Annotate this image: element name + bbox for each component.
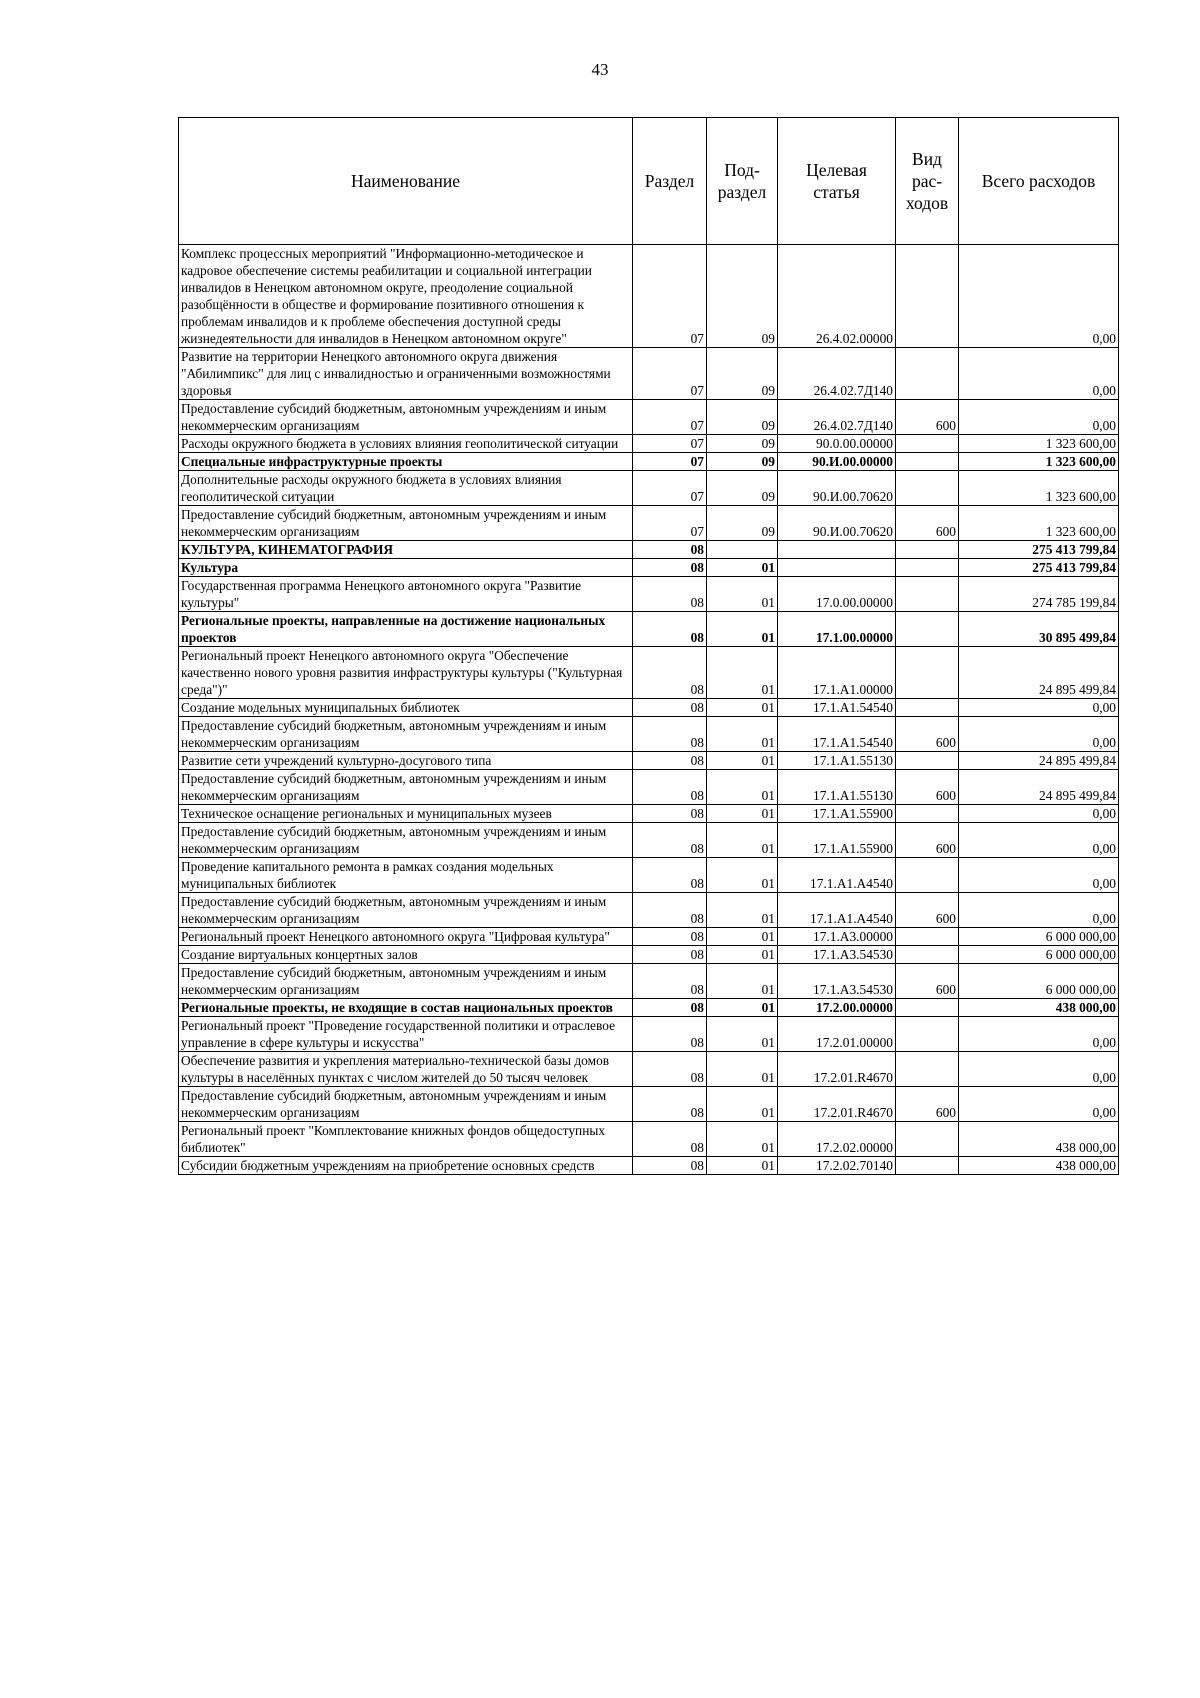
row-celevaya-cell [778, 541, 896, 559]
row-celevaya-cell: 90.И.00.70620 [778, 471, 896, 506]
row-name-cell: Региональный проект "Комплектование книжных фондов общедоступных библиотек" [179, 1122, 633, 1157]
row-podrazdel-cell: 01 [707, 946, 778, 964]
row-name-cell: Развитие на территории Ненецкого автономного округа движения "Абилимпикс" для лиц с инвалидностью и ограниченными возможностями здоровья [179, 348, 633, 400]
row-razdel-cell: 08 [633, 647, 707, 699]
row-total-cell: 24 895 499,84 [959, 752, 1119, 770]
table-row [179, 946, 1119, 964]
row-total-cell: 1 323 600,00 [959, 453, 1119, 471]
row-podrazdel-cell: 01 [707, 559, 778, 577]
row-celevaya-cell: 17.2.02.00000 [778, 1122, 896, 1157]
table-row [179, 471, 1119, 506]
row-podrazdel-cell: 01 [707, 1157, 778, 1175]
row-name-cell: Создание модельных муниципальных библиотек [179, 699, 633, 717]
row-total-cell: 1 323 600,00 [959, 471, 1119, 506]
row-vid-cell: 600 [896, 400, 959, 435]
row-celevaya-cell: 17.1.А1.55900 [778, 805, 896, 823]
row-celevaya-cell: 17.1.А1.55900 [778, 823, 896, 858]
row-name-cell: Проведение капитального ремонта в рамках создания модельных муниципальных библиотек [179, 858, 633, 893]
row-total-cell: 0,00 [959, 805, 1119, 823]
row-podrazdel-cell: 01 [707, 1122, 778, 1157]
row-vid-cell [896, 1157, 959, 1175]
table-row [179, 506, 1119, 541]
row-vid-cell: 600 [896, 770, 959, 805]
row-razdel-cell: 08 [633, 893, 707, 928]
table-row [179, 699, 1119, 717]
table-row [179, 435, 1119, 453]
table-row [179, 1087, 1119, 1122]
row-celevaya-cell: 17.1.А1.А4540 [778, 858, 896, 893]
table-row [179, 858, 1119, 893]
row-celevaya-cell: 17.1.А1.54540 [778, 699, 896, 717]
row-vid-cell: 600 [896, 717, 959, 752]
row-razdel-cell: 08 [633, 577, 707, 612]
row-razdel-cell: 08 [633, 928, 707, 946]
table-row [179, 805, 1119, 823]
row-name-cell: Предоставление субсидий бюджетным, автономным учреждениям и иным некоммерческим организациям [179, 964, 633, 999]
table-row [179, 928, 1119, 946]
row-celevaya-cell: 90.И.00.70620 [778, 506, 896, 541]
header-celevaya-line1: Целевая [806, 160, 867, 180]
table-row [179, 245, 1119, 348]
row-razdel-cell: 08 [633, 946, 707, 964]
row-razdel-cell: 07 [633, 453, 707, 471]
row-celevaya-cell: 17.1.А1.55130 [778, 752, 896, 770]
row-total-cell: 275 413 799,84 [959, 559, 1119, 577]
row-podrazdel-cell: 01 [707, 928, 778, 946]
row-razdel-cell: 07 [633, 245, 707, 348]
table-row [179, 1157, 1119, 1175]
table-row [179, 1017, 1119, 1052]
row-vid-cell [896, 699, 959, 717]
row-podrazdel-cell: 01 [707, 999, 778, 1017]
table-row [179, 541, 1119, 559]
row-name-cell: Субсидии бюджетным учреждениям на приобретение основных средств [179, 1157, 633, 1175]
row-podrazdel-cell: 01 [707, 577, 778, 612]
row-podrazdel-cell: 01 [707, 1017, 778, 1052]
table-row [179, 647, 1119, 699]
row-vid-cell [896, 435, 959, 453]
row-podrazdel-cell: 01 [707, 612, 778, 647]
row-total-cell: 0,00 [959, 1087, 1119, 1122]
row-razdel-cell: 07 [633, 348, 707, 400]
row-razdel-cell: 08 [633, 612, 707, 647]
row-celevaya-cell: 26.4.02.00000 [778, 245, 896, 348]
row-razdel-cell: 07 [633, 400, 707, 435]
row-total-cell: 274 785 199,84 [959, 577, 1119, 612]
row-celevaya-cell: 17.1.А1.00000 [778, 647, 896, 699]
row-vid-cell: 600 [896, 964, 959, 999]
table-row [179, 577, 1119, 612]
row-razdel-cell: 08 [633, 823, 707, 858]
row-celevaya-cell: 17.1.А3.00000 [778, 928, 896, 946]
row-name-cell: Региональный проект Ненецкого автономного округа "Обеспечение качественно нового уровня развития инфраструктуры культуры ("Культурная среда")" [179, 647, 633, 699]
row-podrazdel-cell: 09 [707, 471, 778, 506]
row-podrazdel-cell: 09 [707, 245, 778, 348]
row-name-cell: Региональный проект Ненецкого автономного округа "Цифровая культура" [179, 928, 633, 946]
row-name-cell: Предоставление субсидий бюджетным, автономным учреждениям и иным некоммерческим организациям [179, 506, 633, 541]
header-vid [896, 118, 959, 245]
row-name-cell: Техническое оснащение региональных и муниципальных музеев [179, 805, 633, 823]
row-celevaya-cell: 17.1.А3.54530 [778, 964, 896, 999]
table-row [179, 770, 1119, 805]
row-celevaya-cell: 17.2.02.70140 [778, 1157, 896, 1175]
row-name-cell: Предоставление субсидий бюджетным, автономным учреждениям и иным некоммерческим организациям [179, 770, 633, 805]
row-razdel-cell: 07 [633, 471, 707, 506]
row-podrazdel-cell: 01 [707, 893, 778, 928]
row-total-cell: 0,00 [959, 348, 1119, 400]
row-vid-cell: 600 [896, 1087, 959, 1122]
header-vid-line1: Вид [912, 149, 942, 169]
header-celevaya [778, 118, 896, 245]
row-vid-cell: 600 [896, 893, 959, 928]
row-razdel-cell: 08 [633, 1052, 707, 1087]
row-podrazdel-cell: 01 [707, 717, 778, 752]
row-name-cell: Региональные проекты, не входящие в состав национальных проектов [179, 999, 633, 1017]
row-vid-cell [896, 752, 959, 770]
row-name-cell: Государственная программа Ненецкого автономного округа "Развитие культуры" [179, 577, 633, 612]
row-razdel-cell: 08 [633, 1157, 707, 1175]
row-razdel-cell: 08 [633, 1122, 707, 1157]
row-total-cell: 0,00 [959, 717, 1119, 752]
row-podrazdel-cell: 01 [707, 964, 778, 999]
row-razdel-cell: 08 [633, 858, 707, 893]
budget-table [178, 117, 1119, 1175]
table-row [179, 559, 1119, 577]
table-row [179, 717, 1119, 752]
row-vid-cell [896, 577, 959, 612]
row-razdel-cell: 08 [633, 541, 707, 559]
row-total-cell: 30 895 499,84 [959, 612, 1119, 647]
row-name-cell: Предоставление субсидий бюджетным, автономным учреждениям и иным некоммерческим организациям [179, 823, 633, 858]
row-celevaya-cell: 17.1.00.00000 [778, 612, 896, 647]
header-razdel: Раздел [633, 118, 707, 245]
row-celevaya-cell: 17.0.00.00000 [778, 577, 896, 612]
table-row [179, 453, 1119, 471]
header-podrazdel [707, 118, 778, 245]
table-header-row [179, 118, 1119, 245]
row-podrazdel-cell: 01 [707, 752, 778, 770]
row-vid-cell [896, 999, 959, 1017]
row-vid-cell [896, 647, 959, 699]
row-razdel-cell: 08 [633, 699, 707, 717]
row-razdel-cell: 08 [633, 559, 707, 577]
row-vid-cell [896, 858, 959, 893]
row-vid-cell [896, 1052, 959, 1087]
row-razdel-cell: 08 [633, 999, 707, 1017]
row-podrazdel-cell: 09 [707, 506, 778, 541]
row-name-cell: Предоставление субсидий бюджетным, автономным учреждениям и иным некоммерческим организациям [179, 1087, 633, 1122]
row-celevaya-cell: 17.1.А3.54530 [778, 946, 896, 964]
row-total-cell: 0,00 [959, 1052, 1119, 1087]
table-body [179, 245, 1119, 1175]
row-celevaya-cell: 17.1.А1.54540 [778, 717, 896, 752]
row-celevaya-cell: 26.4.02.7Д140 [778, 400, 896, 435]
row-razdel-cell: 08 [633, 770, 707, 805]
row-name-cell: Обеспечение развития и укрепления материально-технической базы домов культуры в населённых пунктах с числом жителей до 50 тысяч человек [179, 1052, 633, 1087]
row-total-cell: 1 323 600,00 [959, 506, 1119, 541]
table-row [179, 893, 1119, 928]
row-podrazdel-cell: 09 [707, 400, 778, 435]
row-total-cell: 6 000 000,00 [959, 946, 1119, 964]
table-row [179, 1122, 1119, 1157]
row-name-cell: Специальные инфраструктурные проекты [179, 453, 633, 471]
row-podrazdel-cell: 09 [707, 435, 778, 453]
row-total-cell: 438 000,00 [959, 999, 1119, 1017]
row-name-cell: Создание виртуальных концертных залов [179, 946, 633, 964]
row-razdel-cell: 08 [633, 1087, 707, 1122]
row-razdel-cell: 08 [633, 717, 707, 752]
row-celevaya-cell: 17.1.А1.А4540 [778, 893, 896, 928]
row-total-cell: 0,00 [959, 699, 1119, 717]
row-vid-cell [896, 928, 959, 946]
row-total-cell: 438 000,00 [959, 1157, 1119, 1175]
row-total-cell: 0,00 [959, 823, 1119, 858]
row-vid-cell [896, 471, 959, 506]
row-razdel-cell: 08 [633, 964, 707, 999]
table-row [179, 752, 1119, 770]
row-name-cell: Комплекс процессных мероприятий "Информационно-методическое и кадровое обеспечение системы реабилитации и социальной интеграции инвалидов в Ненецком автономном округе, преодоление социальной разобщённости в обществе и формирование позитивного отношения к проблемам инвалидов и к проблеме обеспечения доступной среды жизнедеятельности для инвалидов в Ненецком автономном округе" [179, 245, 633, 348]
row-podrazdel-cell: 01 [707, 1052, 778, 1087]
row-podrazdel-cell: 09 [707, 453, 778, 471]
table-row [179, 1052, 1119, 1087]
row-podrazdel-cell: 01 [707, 647, 778, 699]
row-vid-cell [896, 453, 959, 471]
header-vid-line2: рас- [911, 171, 943, 191]
row-podrazdel-cell: 01 [707, 858, 778, 893]
row-celevaya-cell [778, 559, 896, 577]
row-total-cell: 438 000,00 [959, 1122, 1119, 1157]
row-vid-cell [896, 805, 959, 823]
row-total-cell: 6 000 000,00 [959, 928, 1119, 946]
header-vid-line3: ходов [905, 193, 949, 213]
table-row [179, 823, 1119, 858]
row-total-cell: 0,00 [959, 400, 1119, 435]
row-celevaya-cell: 17.2.00.00000 [778, 999, 896, 1017]
row-podrazdel-cell: 01 [707, 805, 778, 823]
row-name-cell: Дополнительные расходы окружного бюджета в условиях влияния геополитической ситуации [179, 471, 633, 506]
row-name-cell: КУЛЬТУРА, КИНЕМАТОГРАФИЯ [179, 541, 633, 559]
row-total-cell: 0,00 [959, 858, 1119, 893]
row-podrazdel-cell: 01 [707, 770, 778, 805]
row-podrazdel-cell [707, 541, 778, 559]
row-total-cell: 6 000 000,00 [959, 964, 1119, 999]
row-vid-cell [896, 541, 959, 559]
table-row [179, 612, 1119, 647]
row-total-cell: 275 413 799,84 [959, 541, 1119, 559]
row-vid-cell [896, 348, 959, 400]
row-vid-cell: 600 [896, 506, 959, 541]
row-name-cell: Развитие сети учреждений культурно-досугового типа [179, 752, 633, 770]
header-podrazdel-line2: раздел [717, 182, 767, 202]
row-celevaya-cell: 90.И.00.00000 [778, 453, 896, 471]
row-celevaya-cell: 90.0.00.00000 [778, 435, 896, 453]
row-name-cell: Региональные проекты, направленные на достижение национальных проектов [179, 612, 633, 647]
row-razdel-cell: 08 [633, 752, 707, 770]
row-celevaya-cell: 17.1.А1.55130 [778, 770, 896, 805]
row-razdel-cell: 08 [633, 805, 707, 823]
row-total-cell: 0,00 [959, 245, 1119, 348]
row-name-cell: Предоставление субсидий бюджетным, автономным учреждениям и иным некоммерческим организациям [179, 717, 633, 752]
row-vid-cell [896, 946, 959, 964]
row-total-cell: 24 895 499,84 [959, 770, 1119, 805]
row-razdel-cell: 07 [633, 506, 707, 541]
row-name-cell: Предоставление субсидий бюджетным, автономным учреждениям и иным некоммерческим организациям [179, 400, 633, 435]
row-razdel-cell: 07 [633, 435, 707, 453]
row-podrazdel-cell: 09 [707, 348, 778, 400]
row-celevaya-cell: 17.2.01.R4670 [778, 1087, 896, 1122]
row-podrazdel-cell: 01 [707, 823, 778, 858]
row-name-cell: Культура [179, 559, 633, 577]
header-total: Всего расходов [959, 118, 1119, 245]
row-vid-cell [896, 1017, 959, 1052]
table-row [179, 400, 1119, 435]
table-row [179, 348, 1119, 400]
row-name-cell: Региональный проект "Проведение государственной политики и отраслевое управление в сфере культуры и искусства" [179, 1017, 633, 1052]
header-podrazdel-line1: Под- [724, 160, 760, 180]
row-podrazdel-cell: 01 [707, 1087, 778, 1122]
table-row [179, 964, 1119, 999]
page-number: 43 [591, 60, 609, 79]
row-vid-cell [896, 1122, 959, 1157]
row-celevaya-cell: 26.4.02.7Д140 [778, 348, 896, 400]
header-celevaya-line2: статья [813, 182, 860, 202]
row-name-cell: Расходы окружного бюджета в условиях влияния геополитической ситуации [179, 435, 633, 453]
row-name-cell: Предоставление субсидий бюджетным, автономным учреждениям и иным некоммерческим организациям [179, 893, 633, 928]
row-total-cell: 24 895 499,84 [959, 647, 1119, 699]
row-total-cell: 0,00 [959, 893, 1119, 928]
row-podrazdel-cell: 01 [707, 699, 778, 717]
table-row [179, 999, 1119, 1017]
row-vid-cell [896, 612, 959, 647]
row-total-cell: 0,00 [959, 1017, 1119, 1052]
header-name: Наименование [179, 118, 633, 245]
row-vid-cell [896, 559, 959, 577]
row-razdel-cell: 08 [633, 1017, 707, 1052]
row-vid-cell: 600 [896, 823, 959, 858]
row-total-cell: 1 323 600,00 [959, 435, 1119, 453]
row-celevaya-cell: 17.2.01.00000 [778, 1017, 896, 1052]
row-vid-cell [896, 245, 959, 348]
row-celevaya-cell: 17.2.01.R4670 [778, 1052, 896, 1087]
